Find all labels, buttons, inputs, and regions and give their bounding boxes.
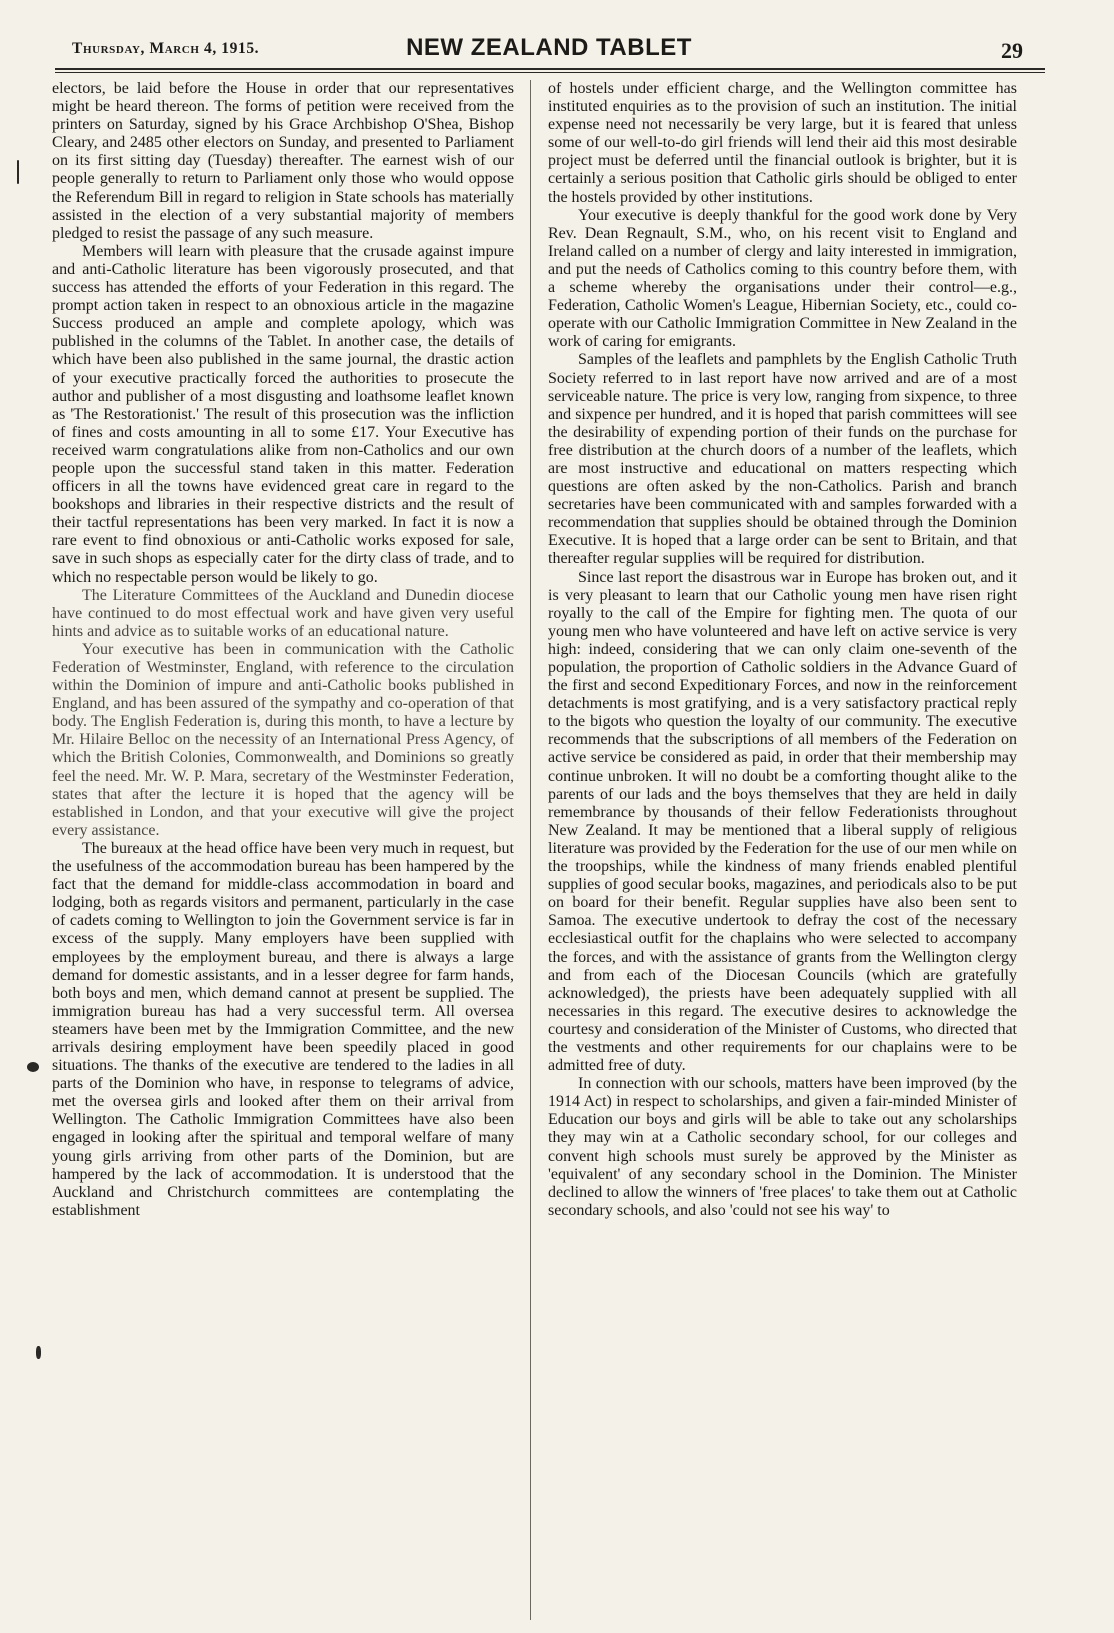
left-column [52,80,514,1620]
paragraph: Since last report the disastrous war in Europe has broken out, and it is very pleasant to learn that our Catholic young men have risen right royally to the call of the Empire for fighting men. The quota of our young men who have volunteered and have left on active service is very high: indeed, considering that we can only claim one-seventh of the population, the proportion of Catholic soldiers in the Advance Guard of the first and second Expeditionary Forces, and now in the reinforcement detachments is most gratifying, and is a very satisfactory practical reply to the bigots who question the loyalty of our community. The executive recommends that the subscriptions of all members of the Federation on active service be considered as paid, in order that their membership may continue unbroken. It will no doubt be a comforting thought alike to the parents of our lads and the boys themselves that they are held in daily remembrance by thousands of their fellow Federationists throughout New Zealand. It may be mentioned that a liberal supply of religious literature was provided by the Federation for the use of our men while on the troopships, while the kindness of many friends enabled plentiful supplies of good secular books, magazines, and periodicals also to be put on board for their benefit. Regular supplies have also been sent to Samoa. The executive undertook to defray the cost of the necessary ecclesiastical outfit for the chaplains who were selected to accompany the forces, and with the assistance of grants from the Wellington clergy and from each of the Diocesan Councils (which are gratefully acknowledged), the priests have been adequately supplied with all necessaries in this regard. The executive desires to acknowledge the courtesy and consideration of the Minister of Customs, who directed that the vestments and other requirements for our chaplains were to be admitted free of duty. [548,568,1017,1075]
ink-blot-mark [27,1062,39,1072]
paragraph: The bureaux at the head office have been very much in request, but the usefulness of the accommodation bureau has been hampered by the fact that the demand for middle-class accommodation in board and lodging, both as regards visitors and permanent, particularly in the case of cadets coming to Wellington to join the Government service is far in excess of the supply. Many employers have been supplied with employees by the employment bureau, and there is always a large demand for domestic assistants, and in a lesser degree for farm hands, both boys and men, which demand cannot at present be supplied. The immigration bureau has had a very successful term. All oversea steamers have been met by the Immigration Committee, and the new arrivals desiring employment have been speedily placed in good situations. The thanks of the executive are tendered to the ladies in all parts of the Dominion who have, in response to telegrams of advice, met the oversea girls and looked after them on their arrival from Wellington. The Catholic Immigration Committees have also been engaged in looking after the spiritual and temporal welfare of many young girls arriving from other parts of the Dominion, but are hampered by the lack of accommodation. It is understood that the Auckland and Christchurch committees are contemplating the establishment [52,839,514,1219]
column-divider [530,80,531,1620]
issue-date: Thursday, March 4, 1915. [72,40,260,57]
header-rule-thin [55,72,1045,73]
page-number: 29 [1001,38,1023,63]
paragraph: In connection with our schools, matters have been improved (by the 1914 Act) in respect to scholarships, and given a fair-minded Minister of Education our boys and girls will be able to take out any scholarships they may win at a Catholic secondary school, for our colleges and convent high schools must surely be approved by the Minister as 'equivalent' of any secondary school in the Dominion. The Minister declined to allow the winners of 'free places' to take them out at Catholic secondary schools, and also 'could not see his way' to [548,1075,1017,1219]
page-header [55,34,1043,64]
right-column [548,80,1017,1620]
paragraph: electors, be laid before the House in order that our representatives might be heard thereon. The forms of petition were received from the printers on Saturday, signed by his Grace Archbishop O'Shea, Bishop Cleary, and 2485 other electors on Sunday, and presented to Parliament on its first sitting day (Tuesday) thereafter. The earnest wish of our people generally to return to Parliament only those who would oppose the Referendum Bill in regard to religion in State schools has materially assisted in the election of a very substantial majority of members pledged to resist the passage of any such measure. [52,80,514,242]
paragraph: Your executive is deeply thankful for the good work done by Very Rev. Dean Regnault, S.M., who, on his recent visit to England and Ireland called on a number of clergy and laity interested in immigration, and put the needs of Catholics coming to this country before them, with a scheme whereby the organisations under their control—e.g., Federation, Catholic Women's League, Hibernian Society, etc., could co-operate with our Catholic Immigration Committee in New Zealand in the work of caring for emigrants. [548,206,1017,351]
paragraph: Your executive has been in communication with the Catholic Federation of Westminster, England, with reference to the circulation within the Dominion of impure and anti-Catholic books published in England, and has been assured of the sympathy and co-operation of that body. The English Federation is, during this month, to have a lecture by Mr. Hilaire Belloc on the necessity of an International Press Agency, of which the British Colonies, Commonwealth, and Dominions so greatly feel the need. Mr. W. P. Mara, secretary of the Westminster Federation, states that after the lecture it is hoped that the agency will be established in London, and that your executive will give the project every assistance. [52,640,514,839]
header-rule [55,68,1045,70]
paragraph: Samples of the leaflets and pamphlets by the English Catholic Truth Society referred to in last report have now arrived and are of a most serviceable nature. The price is very low, ranging from sixpence, to three and sixpence per hundred, and it is hoped that parish committees will see the desirability of expending portion of their funds on the purchase for free distribution at the church doors of a number of the leaflets, which are most instructive and educational on matters respecting which questions are often asked by the non-Catholics. Parish and branch secretaries have been communicated with and samples forwarded with a recommendation that supplies should be obtained through the Dominion Executive. It is hoped that a large order can be sent to Britain, and that thereafter regular supplies will be required for distribution. [548,351,1017,568]
paragraph: Members will learn with pleasure that the crusade against impure and anti-Catholic literature has been vigorously prosecuted, and that success has attended the efforts of your Federation in this regard. The prompt action taken in respect to an obnoxious article in the magazine Success produced an ample and complete apology, which was published in the columns of the Tablet. In another case, the details of which have been also published in the same journal, the drastic action of your executive practically forced the authorities to prosecute the author and publisher of a most disgusting and loathsome leaflet known as 'The Restorationist.' The result of this prosecution was the infliction of fines and costs amounting in all to some £17. Your Executive has received warm congratulations alike from non-Catholics and our own people upon the successful stand taken in this matter. Federation officers in all the towns have evidenced great care in regard to the bookshops and libraries in their respective districts and the result of their tactful representations has been very marked. In fact it is now a rare event to find obnoxious or anti-Catholic works exposed for sale, save in such shops as especially cater for the dirty class of trade, and to which no respectable person would be likely to go. [52,242,514,586]
ink-blot-mark [36,1346,41,1359]
paragraph: The Literature Committees of the Auckland and Dunedin diocese have continued to do most effectual work and have given very useful hints and advice as to suitable works of an educational nature. [52,586,514,640]
publication-title: NEW ZEALAND TABLET [406,34,692,61]
paragraph: of hostels under efficient charge, and the Wellington committee has instituted enquiries as to the provision of such an institution. The initial expense need not necessarily be very large, but it is feared that unless some of our well-to-do girl friends will lend their aid this most desirable project must be deferred until the financial outlook is brighter, but it is certainly a serious position that Catholic girls should be obliged to enter the hostels provided by other institutions. [548,80,1017,206]
ink-stroke-mark [17,160,19,184]
